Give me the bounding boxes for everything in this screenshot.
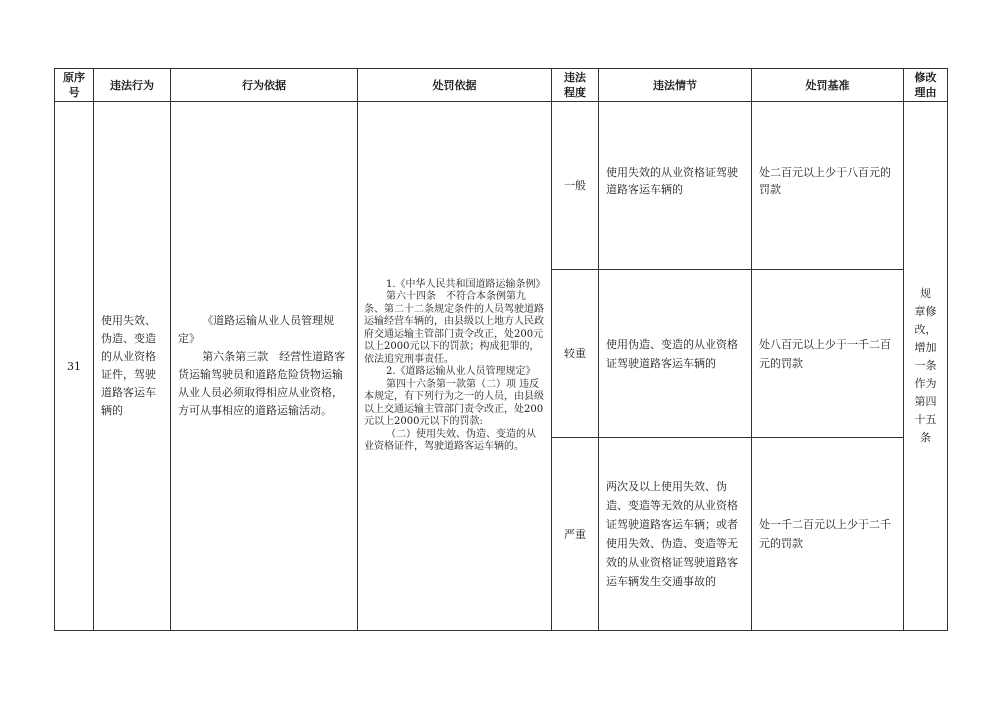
circumstance-severe: 两次及以上使用失效、伪造、变造等无效的从业资格证驾驶道路客运车辆；或者使用失效、伪造、变造等无效的从业资格证驾驶道路客运车辆发生交通事故的	[599, 438, 752, 631]
header-basis: 行为依据	[171, 69, 358, 102]
header-behavior: 违法行为	[94, 69, 171, 102]
degree-general: 一般	[552, 102, 599, 270]
basis-text: 第六条第三款 经营性道路客货运输驾驶员和道路危险货物运输从业人员必须取得相应从业资格，方可从事相应的道路运输活动。	[178, 350, 346, 417]
basis-cell	[171, 102, 358, 631]
header-row	[55, 69, 948, 102]
header-degree: 违法程度	[552, 69, 599, 102]
penalty-table	[54, 68, 948, 631]
reason-cell	[904, 102, 948, 631]
reason-char: 规	[920, 287, 931, 300]
header-circumstance: 违法情节	[599, 69, 752, 102]
degree-serious: 较重	[552, 270, 599, 438]
standard-serious: 处八百元以上少于一千二百元的罚款	[752, 270, 904, 438]
degree-severe: 严重	[552, 438, 599, 631]
reason-char: 第四	[914, 395, 937, 408]
reason-char: 增加	[914, 341, 937, 354]
header-standard: 处罚基准	[752, 69, 904, 102]
standard-severe: 处一千二百元以上少于二千元的罚款	[752, 438, 904, 631]
header-penalty-basis: 处罚依据	[358, 69, 552, 102]
reason-char: 十五	[914, 413, 937, 426]
table-row	[55, 102, 948, 270]
penalty-basis-cell	[358, 102, 552, 631]
circumstance-general: 使用失效的从业资格证驾驶道路客运车辆的	[599, 102, 752, 270]
penalty-p2-title: 2.《道路运输从业人员管理规定》	[386, 366, 536, 377]
penalty-p2-item: （二）使用失效、伪造、变造的从业资格证件，驾驶道路客运车辆的。	[364, 428, 536, 452]
penalty-p2-text: 第四十六条第一款第（二）项 违反本规定，有下列行为之一的人员，由县级以上交通运输主管部门责令改正，处200元以上2000元以下的罚款:	[364, 378, 544, 427]
reason-char: 一条	[914, 359, 937, 372]
reason-char: 章	[914, 305, 926, 318]
basis-title: 《道路运输从业人员管理规定》	[178, 314, 335, 345]
penalty-p1-title: 1.《中华人民共和国道路运输条例》	[386, 278, 546, 290]
header-seq: 原序号	[55, 69, 94, 102]
reason-char: 改，	[914, 323, 937, 336]
reason-char: 修	[925, 305, 937, 318]
penalty-p1-text: 第六十四条 不符合本条例第九条、第二十二条规定条件的人员驾驶道路运输经营车辆的，由县级以上地方人民政府交通运输主管部门责令改正，处200元以上2000元以下的罚款；构成犯罪的，依法追究刑事责任。	[364, 291, 544, 365]
standard-general: 处二百元以上少于八百元的罚款	[752, 102, 904, 270]
behavior-cell: 使用失效、伪造、变造的从业资格证件，驾驶道路客运车辆的	[94, 102, 171, 631]
header-reason: 修改理由	[904, 69, 948, 102]
seq-cell: 31	[55, 102, 94, 631]
circumstance-serious: 使用伪造、变造的从业资格证驾驶道路客运车辆的	[599, 270, 752, 438]
reason-char: 条	[920, 431, 931, 444]
reason-char: 作为	[914, 377, 937, 390]
